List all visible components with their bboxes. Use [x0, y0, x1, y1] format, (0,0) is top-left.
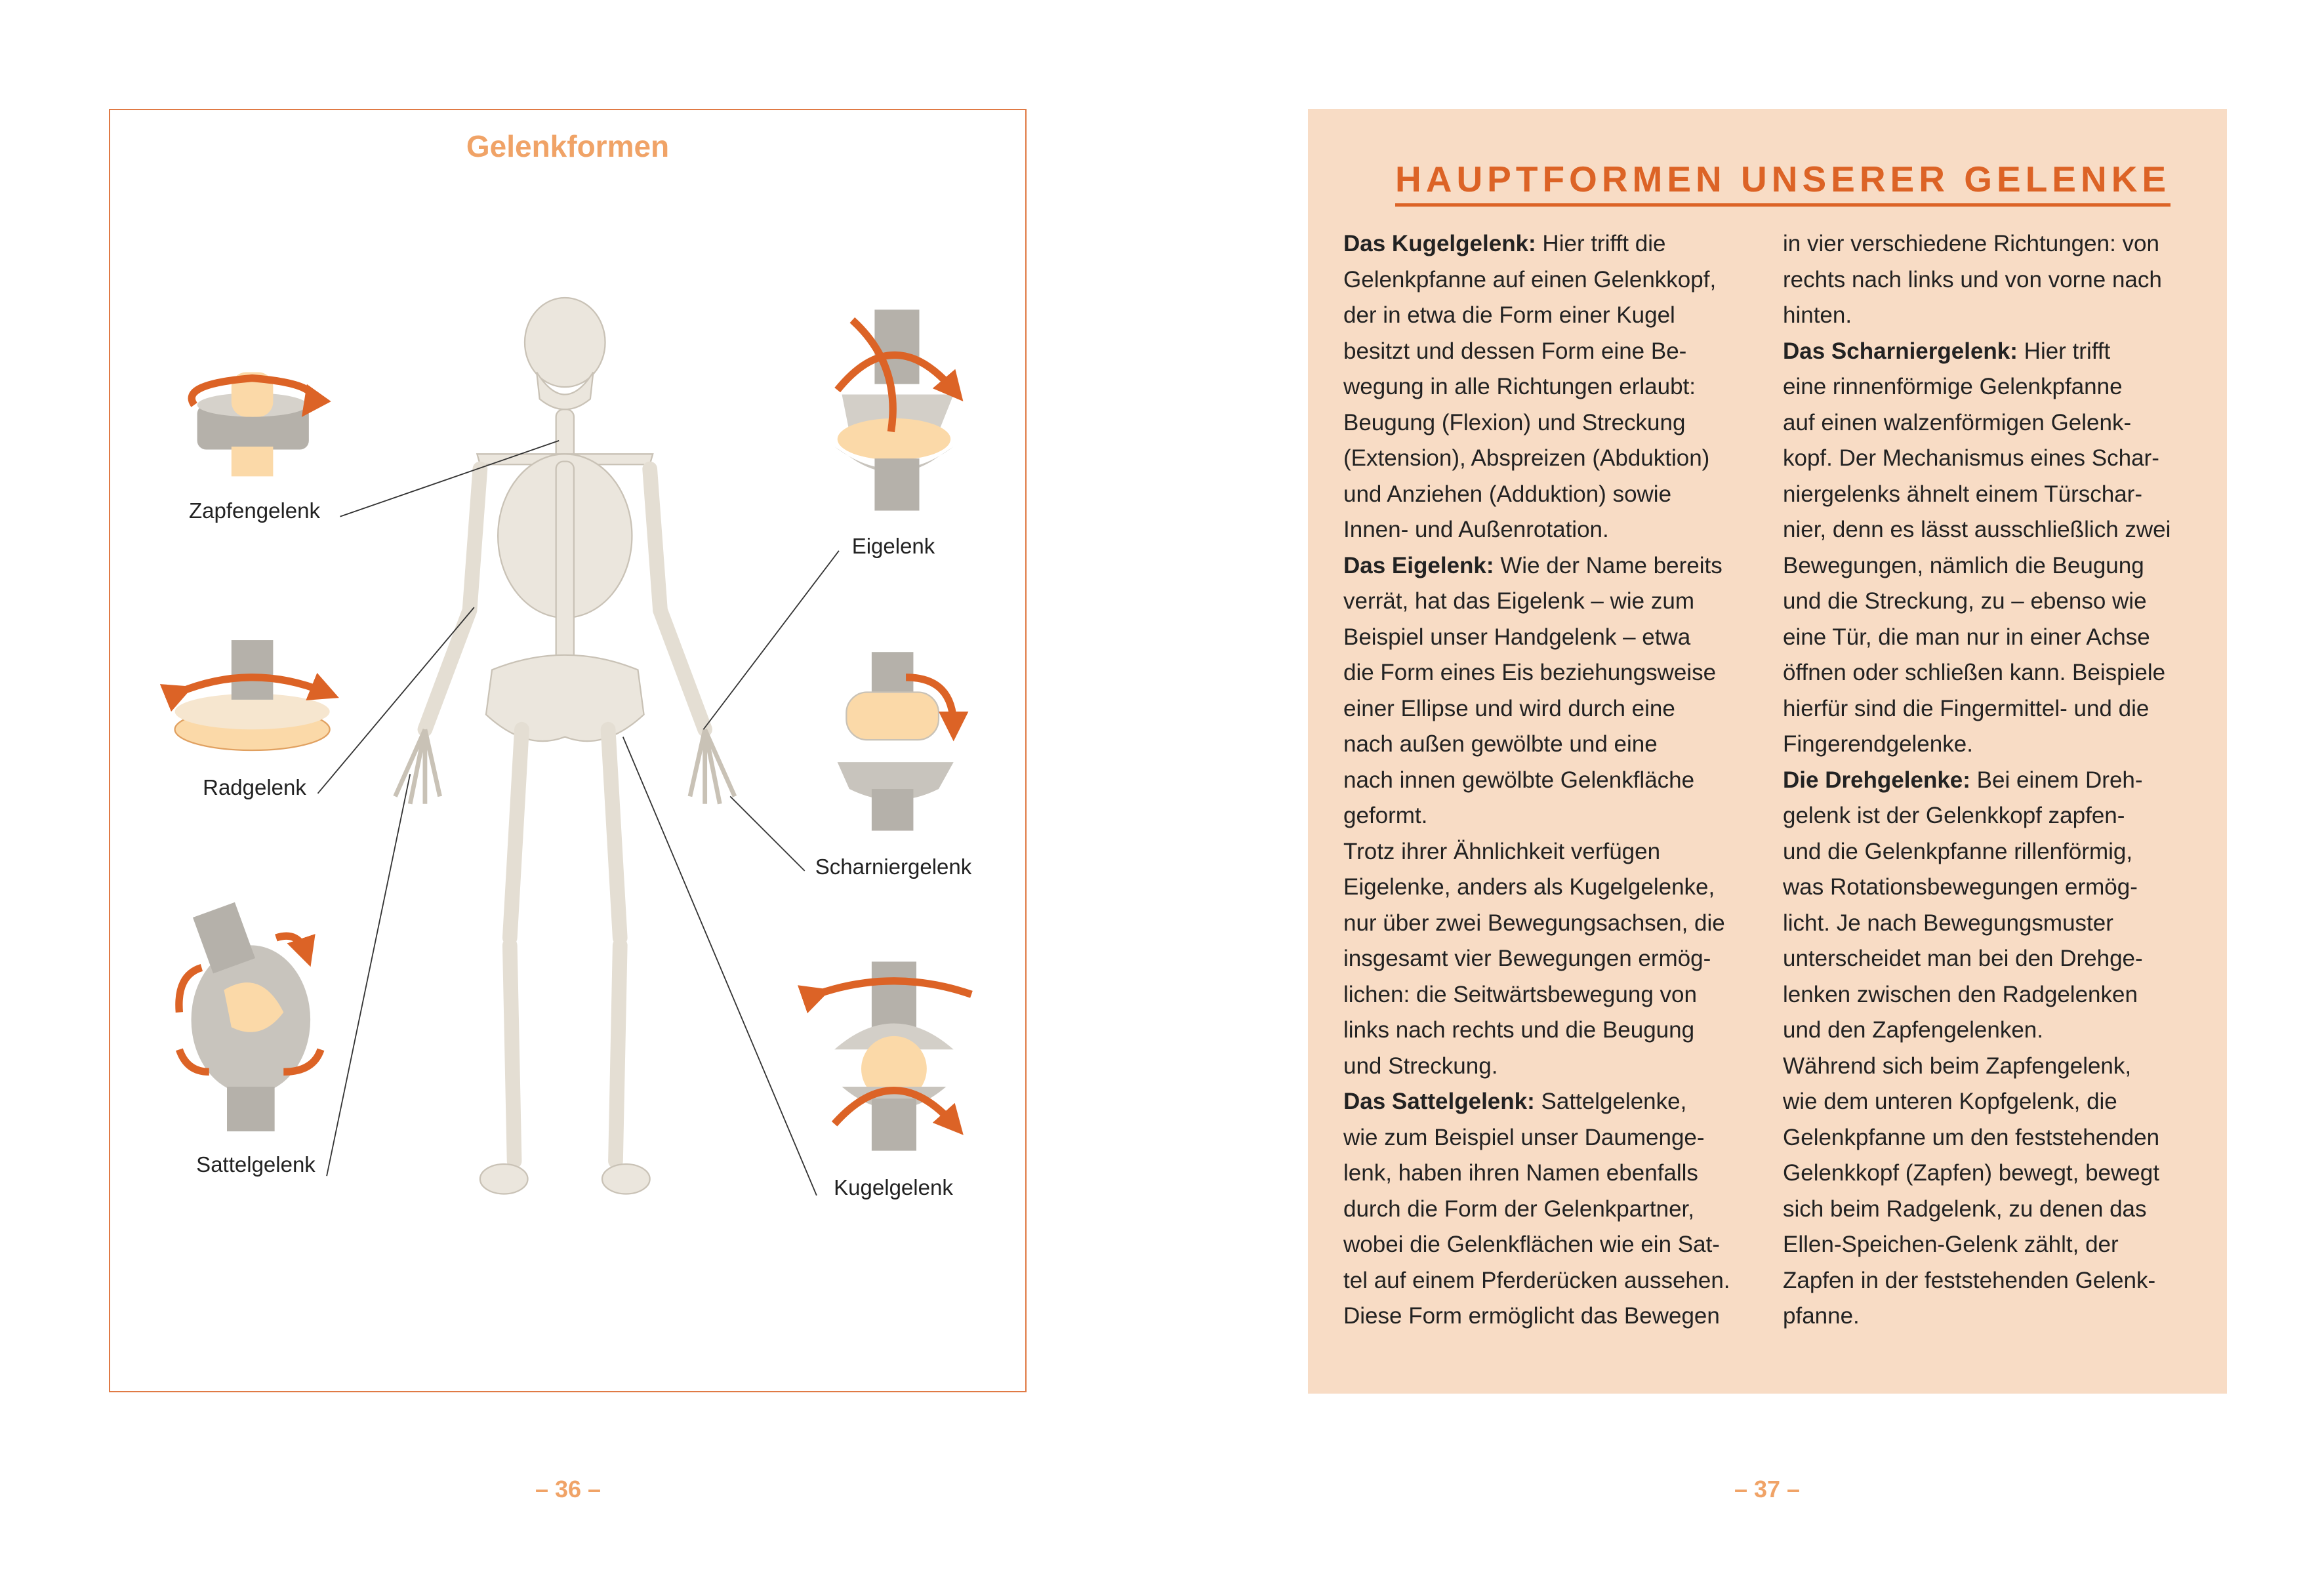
line-text: nur über zwei Bewegungsachsen, die	[1343, 910, 1725, 936]
line-text: auf einen walzenförmigen Gelenk-	[1783, 409, 2132, 435]
line-text: nier, denn es lässt ausschließlich zwei	[1783, 517, 2171, 542]
text-line	[1783, 334, 2216, 370]
line-text: rechts nach links und von vorne nach	[1783, 266, 2162, 292]
label-radgelenk: Radgelenk	[203, 775, 306, 799]
line-text: verrät, hat das Eigelenk – wie zum	[1343, 588, 1694, 614]
text-line	[1783, 834, 2216, 870]
line-text: Während sich beim Zapfengelenk,	[1783, 1053, 2132, 1079]
lead-in-term: Das Eigelenk:	[1343, 552, 1494, 578]
line-text: und den Zapfengelenken.	[1783, 1017, 2043, 1043]
line-text: nach außen gewölbte und eine	[1343, 731, 1658, 757]
lead-in-term: Das Kugelgelenk:	[1343, 231, 1536, 256]
line-text: der in etwa die Form einer Kugel	[1343, 302, 1675, 328]
line-text: und die Streckung, zu – ebenso wie	[1783, 588, 2147, 614]
line-text: was Rotationsbewegungen ermög-	[1783, 874, 2138, 900]
line-text: hierfür sind die Fingermittel- und die	[1783, 695, 2150, 721]
text-line	[1783, 1156, 2216, 1192]
line-text: Beugung (Flexion) und Streckung	[1343, 409, 1686, 435]
text-line	[1783, 1299, 2216, 1335]
text-line	[1783, 691, 2216, 727]
text-line	[1783, 798, 2216, 834]
line-text: Sattelgelenke,	[1534, 1089, 1687, 1114]
joint-kugelgelenk	[817, 961, 971, 1150]
line-text: Beispiel unser Handgelenk – etwa	[1343, 624, 1691, 650]
line-text: sich beim Radgelenk, zu denen das	[1783, 1196, 2147, 1222]
text-line	[1343, 620, 1776, 656]
line-text: eine rinnenförmige Gelenkpfanne	[1783, 374, 2123, 399]
text-line	[1343, 262, 1776, 298]
text-line	[1343, 798, 1776, 834]
text-line	[1783, 620, 2216, 656]
text-line	[1783, 405, 2216, 441]
line-text: Diese Form ermöglicht das Bewegen	[1343, 1303, 1720, 1329]
line-text: lichen: die Seitwärtsbewegung von	[1343, 981, 1697, 1007]
line-text: kopf. Der Mechanismus eines Schar-	[1783, 445, 2159, 471]
line-text: pfanne.	[1783, 1303, 1860, 1329]
line-text: Ellen-Speichen-Gelenk zählt, der	[1783, 1232, 2119, 1257]
text-line	[1343, 906, 1776, 942]
text-line	[1783, 763, 2216, 799]
text-line	[1343, 655, 1776, 691]
text-line	[1343, 1120, 1776, 1156]
lead-in-term: Das Sattelgelenk:	[1343, 1089, 1535, 1114]
line-text: niergelenks ähnelt einem Türschar-	[1783, 481, 2142, 507]
label-kugelgelenk: Kugelgelenk	[834, 1175, 953, 1199]
text-line	[1783, 226, 2216, 262]
line-text: die Form eines Eis beziehungsweise	[1343, 660, 1717, 685]
text-line	[1783, 1049, 2216, 1085]
line-text: Gelenkpfanne um den feststehenden	[1783, 1124, 2160, 1150]
line-text: besitzt und dessen Form eine Be-	[1343, 338, 1687, 364]
line-text: lenken zwischen den Radgelenken	[1783, 981, 2138, 1007]
line-text: und die Gelenkpfanne rillenförmig,	[1783, 838, 2133, 864]
page-number-left: – 36 –	[535, 1476, 601, 1502]
line-text: (Extension), Abspreizen (Abduktion)	[1343, 445, 1710, 471]
text-line	[1343, 1192, 1776, 1228]
text-line	[1783, 870, 2216, 906]
label-scharniergelenk: Scharniergelenk	[815, 855, 972, 879]
text-line	[1783, 1120, 2216, 1156]
line-text: wegung in alle Richtungen erlaubt:	[1343, 374, 1696, 399]
lead-in-term: Die Drehgelenke:	[1783, 767, 1970, 793]
lead-in-term: Das Scharniergelenk:	[1783, 338, 2018, 364]
text-line	[1783, 1227, 2216, 1263]
line-text: Trotz ihrer Ähnlichkeit verfügen	[1343, 838, 1661, 864]
text-line	[1783, 477, 2216, 513]
text-line	[1343, 1084, 1776, 1120]
line-text: geformt.	[1343, 803, 1428, 828]
line-text: öffnen oder schließen kann. Beispiele	[1783, 660, 2166, 685]
line-text: Fingerendgelenke.	[1783, 731, 1973, 757]
line-text: Gelenkpfanne auf einen Gelenkkopf,	[1343, 266, 1717, 292]
line-text: eine Tür, die man nur in einer Achse	[1783, 624, 2150, 650]
line-text: hinten.	[1783, 302, 1852, 328]
text-line	[1783, 298, 2216, 334]
text-line	[1783, 941, 2216, 977]
line-text: Gelenkkopf (Zapfen) bewegt, bewegt	[1783, 1160, 2159, 1186]
line-text: Bewegungen, nämlich die Beugung	[1783, 552, 2144, 578]
text-line	[1343, 1013, 1776, 1049]
text-line	[1343, 226, 1776, 262]
line-text: und Anziehen (Adduktion) sowie	[1343, 481, 1672, 507]
text-line	[1343, 548, 1776, 584]
text-line	[1343, 584, 1776, 620]
line-text: Zapfen in der feststehenden Gelenk-	[1783, 1267, 2156, 1293]
text-line	[1783, 906, 2216, 942]
text-line	[1343, 334, 1776, 370]
label-eigelenk: Eigelenk	[851, 534, 935, 558]
text-line	[1783, 1013, 2216, 1049]
text-line	[1343, 405, 1776, 441]
line-text: wie dem unteren Kopfgelenk, die	[1783, 1089, 2117, 1114]
joint-eigelenk	[834, 310, 954, 510]
page-number-right: – 37 –	[1734, 1476, 1801, 1502]
line-text: Hier trifft die	[1536, 231, 1666, 256]
text-line	[1783, 1192, 2216, 1228]
text-line	[1343, 727, 1776, 763]
line-text: Eigelenke, anders als Kugelgelenke,	[1343, 874, 1715, 900]
line-text: unterscheidet man bei den Drehge-	[1783, 946, 2143, 971]
text-line	[1783, 655, 2216, 691]
text-line	[1783, 1084, 2216, 1120]
panel-heading: HAUPTFORMEN UNSERER GELENKE	[1395, 157, 2171, 207]
text-line	[1343, 512, 1776, 548]
joint-radgelenk	[175, 640, 330, 750]
line-text: licht. Je nach Bewegungsmuster	[1783, 910, 2113, 936]
text-line	[1343, 1227, 1776, 1263]
line-text: und Streckung.	[1343, 1053, 1498, 1079]
text-line	[1783, 512, 2216, 548]
text-line	[1783, 1263, 2216, 1299]
text-line	[1343, 441, 1776, 477]
text-line	[1343, 369, 1776, 405]
line-text: links nach rechts und die Beugung	[1343, 1017, 1695, 1043]
figure-title: Gelenkformen	[466, 129, 670, 163]
line-text: Innen- und Außenrotation.	[1343, 517, 1609, 542]
text-column-1	[1343, 226, 1776, 1335]
text-line	[1343, 477, 1776, 513]
text-line	[1783, 584, 2216, 620]
text-column-2	[1783, 226, 2216, 1335]
line-text: durch die Form der Gelenkpartner,	[1343, 1196, 1694, 1222]
text-line	[1343, 1299, 1776, 1335]
line-text: einer Ellipse und wird durch eine	[1343, 695, 1675, 721]
line-text: gelenk ist der Gelenkkopf zapfen-	[1783, 803, 2125, 828]
text-line	[1343, 1156, 1776, 1192]
text-line	[1343, 691, 1776, 727]
text-line	[1343, 977, 1776, 1013]
text-line	[1343, 834, 1776, 870]
text-line	[1343, 763, 1776, 799]
line-text: Wie der Name bereits	[1494, 552, 1723, 578]
line-text: insgesamt vier Bewegungen ermög-	[1343, 946, 1711, 971]
text-line	[1343, 941, 1776, 977]
text-line	[1783, 548, 2216, 584]
label-zapfengelenk: Zapfengelenk	[189, 498, 320, 523]
line-text: Bei einem Dreh-	[1970, 767, 2143, 793]
joint-scharniergelenk	[838, 652, 954, 830]
joint-sattelgelenk	[179, 902, 321, 1131]
text-line	[1343, 1049, 1776, 1085]
text-line	[1343, 870, 1776, 906]
joint-zapfengelenk	[192, 372, 313, 476]
line-text: wie zum Beispiel unser Daumenge-	[1343, 1124, 1705, 1150]
line-text: lenk, haben ihren Namen ebenfalls	[1343, 1160, 1698, 1186]
line-text: tel auf einem Pferderücken aussehen.	[1343, 1267, 1730, 1293]
text-line	[1343, 298, 1776, 334]
text-line	[1343, 1263, 1776, 1299]
text-line	[1783, 977, 2216, 1013]
line-text: in vier verschiedene Richtungen: von	[1783, 231, 2159, 256]
text-line	[1783, 369, 2216, 405]
text-line	[1783, 262, 2216, 298]
line-text: Hier trifft	[2017, 338, 2111, 364]
line-text: wobei die Gelenkflächen wie ein Sat-	[1343, 1232, 1720, 1257]
text-line	[1783, 441, 2216, 477]
skeleton	[396, 298, 735, 1194]
text-line	[1783, 727, 2216, 763]
line-text: nach innen gewölbte Gelenkfläche	[1343, 767, 1695, 793]
label-sattelgelenk: Sattelgelenk	[196, 1152, 316, 1177]
